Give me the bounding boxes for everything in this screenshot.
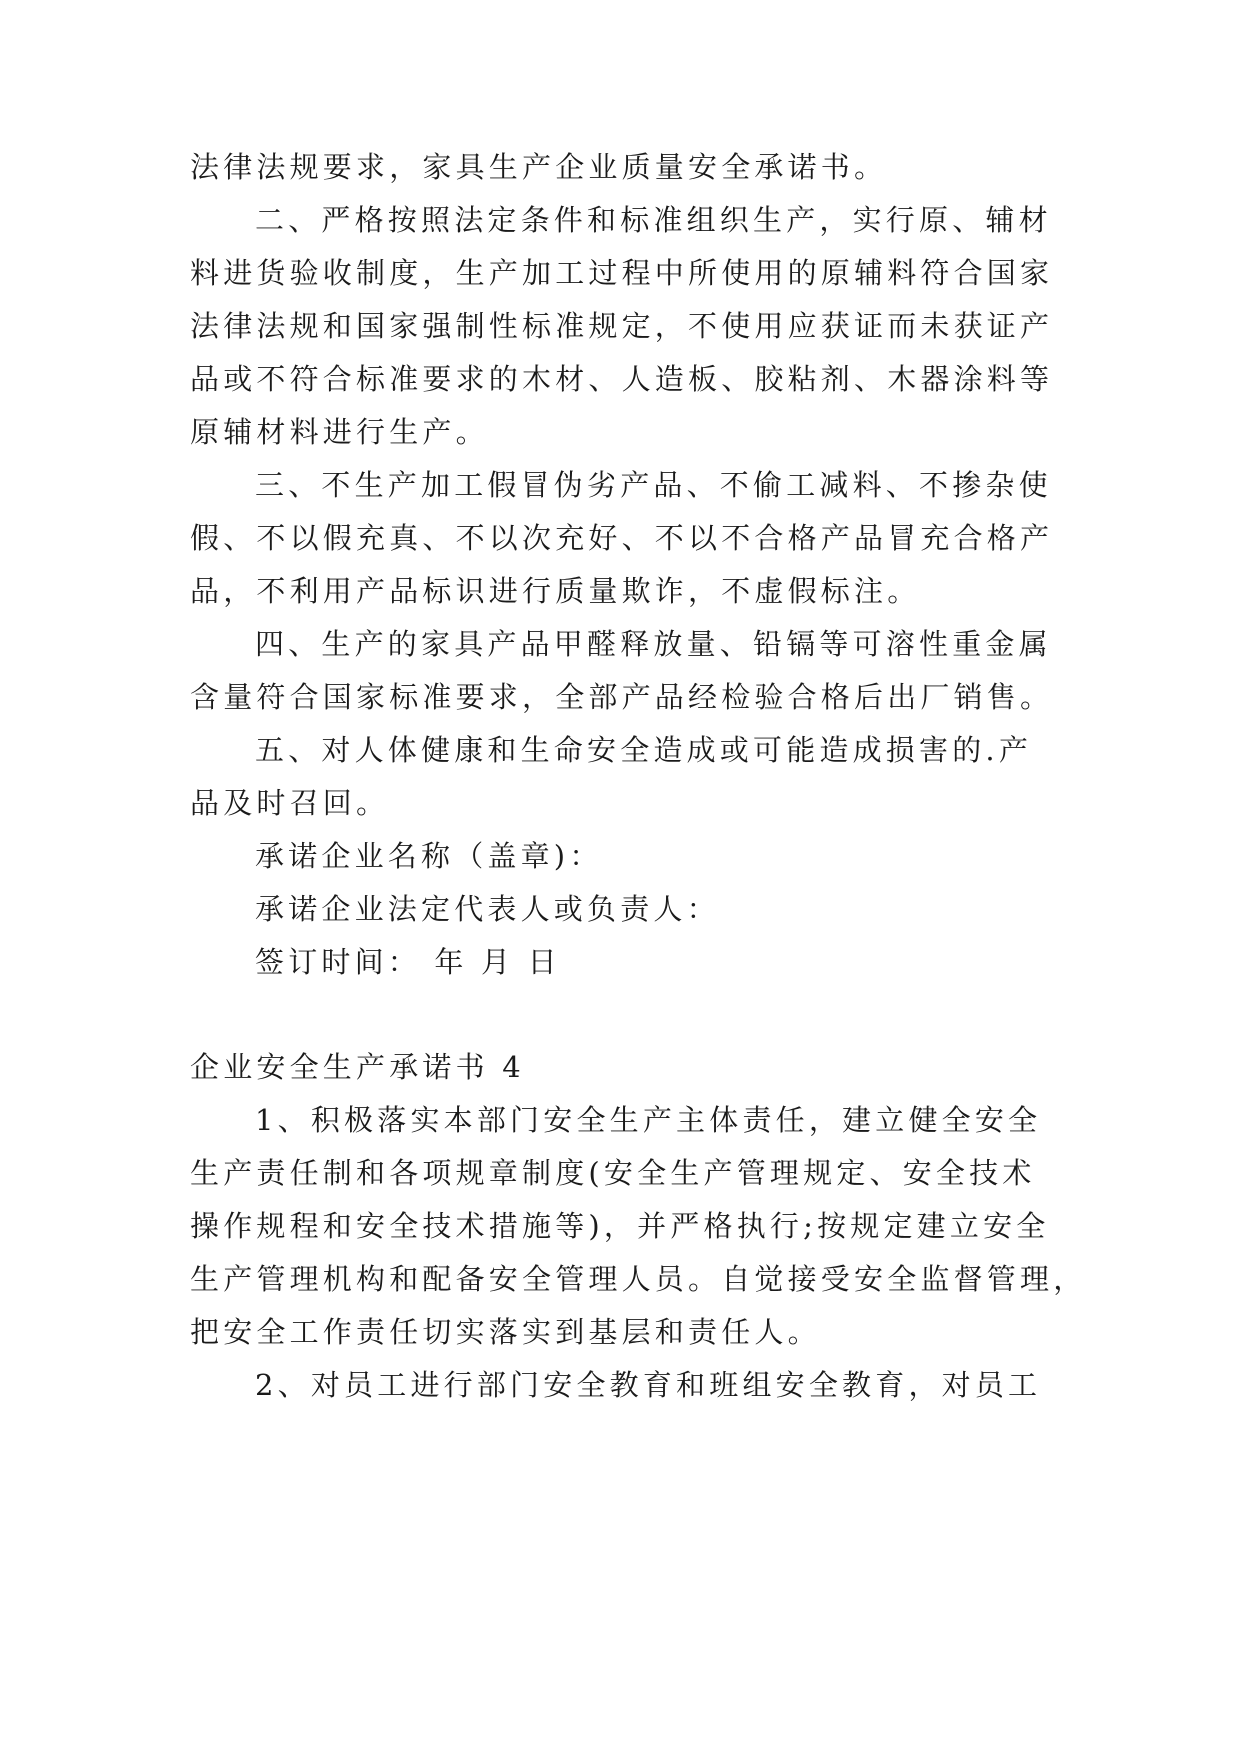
paragraph-line: 二、严格按照法定条件和标准组织生产，实行原、辅材 <box>255 203 1052 237</box>
paragraph-line: 料进货验收制度，生产加工过程中所使用的原辅料符合国家 <box>190 256 1054 290</box>
signature-date-line: 签订时间： 年 月 日 <box>255 945 561 979</box>
paragraph-line: 法律法规和国家强制性标准规定，不使用应获证而未获证产 <box>190 309 1054 343</box>
paragraph-line: 四、生产的家具产品甲醛释放量、铅镉等可溶性重金属 <box>255 627 1052 661</box>
paragraph-line: 法律法规要求，家具生产企业质量安全承诺书。 <box>190 150 888 184</box>
paragraph-line: 1、积极落实本部门安全生产主体责任，建立健全安全 <box>255 1103 1042 1137</box>
signature-company-line: 承诺企业名称（盖章)： <box>255 839 603 873</box>
paragraph-line: 操作规程和安全技术措施等)，并严格执行;按规定建立安全 <box>190 1209 1050 1243</box>
paragraph-line: 把安全工作责任切实落实到基层和责任人。 <box>190 1315 821 1349</box>
paragraph-line: 含量符合国家标准要求，全部产品经检验合格后出厂销售。 <box>190 680 1054 714</box>
paragraph-line: 原辅材料进行生产。 <box>190 415 489 449</box>
paragraph-line: 生产责任制和各项规章制度(安全生产管理规定、安全技术 <box>190 1156 1036 1190</box>
paragraph-line: 五、对人体健康和生命安全造成或可能造成损害的.产 <box>255 733 1033 767</box>
paragraph-line: 2、对员工进行部门安全教育和班组安全教育，对员工 <box>255 1368 1042 1402</box>
paragraph-line: 品或不符合标准要求的木材、人造板、胶粘剂、木器涂料等 <box>190 362 1054 396</box>
section-title: 企业安全生产承诺书 4 <box>190 1050 525 1084</box>
paragraph-line: 三、不生产加工假冒伪劣产品、不偷工减料、不掺杂使 <box>255 468 1052 502</box>
paragraph-line: 品及时召回。 <box>190 786 390 820</box>
paragraph-line: 假、不以假充真、不以次充好、不以不合格产品冒充合格产 <box>190 521 1054 555</box>
signature-representative-line: 承诺企业法定代表人或负责人： <box>255 892 720 926</box>
paragraph-line: 生产管理机构和配备安全管理人员。自觉接受安全监督管理， <box>190 1262 1087 1296</box>
paragraph-line: 品，不利用产品标识进行质量欺诈，不虚假标注。 <box>190 574 921 608</box>
